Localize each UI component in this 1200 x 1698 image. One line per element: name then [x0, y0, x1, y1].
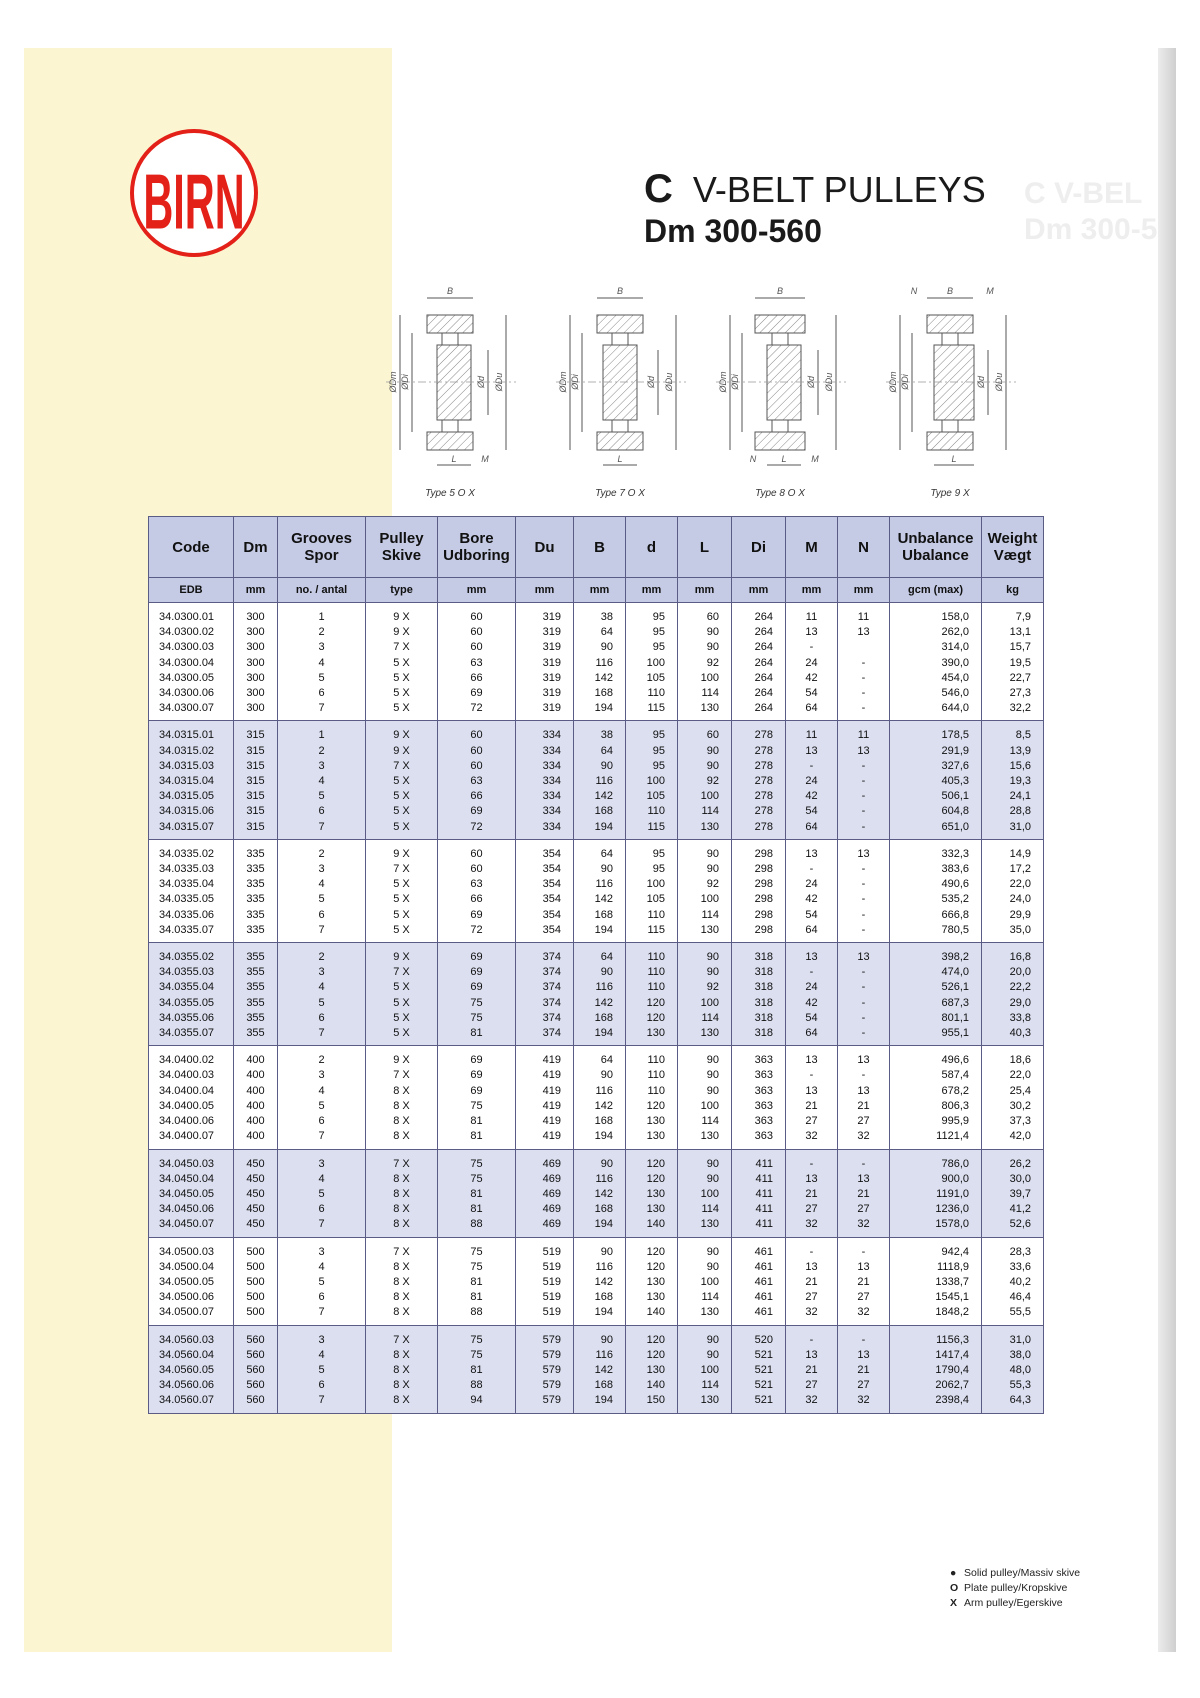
- table-cell: 332,3 383,6 490,6 535,2 666,8 780,5: [890, 839, 982, 942]
- page-title: [644, 168, 986, 251]
- table-cell: 60 60 63 66 69 72: [438, 839, 516, 942]
- table-cell: 28,3 33,6 40,2 46,4 55,5: [982, 1237, 1044, 1325]
- svg-text:Ød: Ød: [646, 375, 656, 389]
- table-cell: 354 354 354 354 354 354: [516, 839, 574, 942]
- table-cell: 9 X 7 X 8 X 8 X 8 X 8 X: [366, 1046, 438, 1149]
- svg-text:M: M: [811, 454, 819, 464]
- table-cell: 3 4 5 6 7: [278, 1237, 366, 1325]
- svg-text:B: B: [776, 286, 784, 296]
- unit-cell: mm: [234, 578, 278, 603]
- table-cell: 75 75 81 88 94: [438, 1325, 516, 1413]
- svg-text:ØDi: ØDi: [400, 374, 410, 390]
- column-header: Pulley Skive: [366, 517, 438, 578]
- birn-logo: [128, 127, 260, 259]
- table-cell: 34.0500.03 34.0500.04 34.0500.05 34.0500.06 34.0500.07: [149, 1237, 234, 1325]
- column-header: L: [678, 517, 732, 578]
- table-cell: 60 60 60 63 66 69 72: [438, 721, 516, 839]
- table-cell: 334 334 334 334 334 334 334: [516, 721, 574, 839]
- svg-text:Ød: Ød: [806, 375, 816, 389]
- svg-text:ØDi: ØDi: [570, 374, 580, 390]
- diagram-caption: Type 5 O X: [425, 488, 475, 499]
- table-row-group: [149, 603, 1044, 721]
- table-cell: 7 X 8 X 8 X 8 X 8 X: [366, 1149, 438, 1237]
- table-cell: 298 298 298 298 298 298: [732, 839, 786, 942]
- table-cell: 75 75 81 81 88: [438, 1149, 516, 1237]
- unit-cell: mm: [838, 578, 890, 603]
- table-cell: 34.0400.02 34.0400.03 34.0400.04 34.0400.05 34.0400.06 34.0400.07: [149, 1046, 234, 1149]
- svg-text:N: N: [749, 454, 757, 464]
- table-cell: 335 335 335 335 335 335: [234, 839, 278, 942]
- svg-text:ØDm: ØDm: [558, 371, 568, 393]
- pulley-spec-table: [148, 516, 1044, 1414]
- table-cell: 11 13 - 24 42 54 64: [786, 603, 838, 721]
- svg-text:ØDm: ØDm: [718, 371, 728, 393]
- table-cell: 411 411 411 411 411: [732, 1149, 786, 1237]
- table-row-group: [149, 721, 1044, 839]
- table-cell: 315 315 315 315 315 315 315: [234, 721, 278, 839]
- svg-text:L: L: [451, 454, 457, 464]
- svg-text:ØDu: ØDu: [824, 372, 834, 392]
- svg-text:N: N: [910, 286, 918, 296]
- table-cell: 90 90 100 114 130: [678, 1325, 732, 1413]
- table-cell: 16,8 20,0 22,2 29,0 33,8 40,3: [982, 943, 1044, 1046]
- diagram-caption: Type 9 X: [930, 488, 970, 499]
- table-cell: 1 2 3 4 5 6 7: [278, 721, 366, 839]
- bleed-through-text: C V-BEL Dm 300-5: [1024, 177, 1158, 246]
- legend-item: ● Solid pulley/Massiv skive: [950, 1567, 1081, 1579]
- table-row-group: [149, 1237, 1044, 1325]
- table-cell: 786,0 900,0 1191,0 1236,0 1578,0: [890, 1149, 982, 1237]
- table-cell: 120 120 130 140 150: [626, 1325, 678, 1413]
- product-name: V-BELT PULLEYS: [692, 169, 986, 210]
- table-cell: 461 461 461 461 461: [732, 1237, 786, 1325]
- svg-text:B: B: [616, 286, 624, 296]
- table-cell: 95 95 95 100 105 110 115: [626, 603, 678, 721]
- table-cell: - 13 21 27 32: [786, 1149, 838, 1237]
- svg-text:ØDm: ØDm: [888, 371, 898, 393]
- table-cell: 9 X 9 X 7 X 5 X 5 X 5 X 5 X: [366, 603, 438, 721]
- column-header: Du: [516, 517, 574, 578]
- table-cell: 942,4 1118,9 1338,7 1545,1 1848,2: [890, 1237, 982, 1325]
- column-header: N: [838, 517, 890, 578]
- svg-text:ØDu: ØDu: [494, 372, 504, 392]
- unit-cell: mm: [732, 578, 786, 603]
- table-cell: - 13 21 27 32: [838, 1237, 890, 1325]
- table-cell: 60 60 60 63 66 69 72: [438, 603, 516, 721]
- table-header-row: [149, 517, 1044, 578]
- table-cell: 69 69 69 75 75 81: [438, 943, 516, 1046]
- table-cell: 110 110 110 120 130 130: [626, 1046, 678, 1149]
- svg-text:ØDi: ØDi: [900, 374, 910, 390]
- table-cell: 2 3 4 5 6 7: [278, 1046, 366, 1149]
- table-cell: 400 400 400 400 400 400: [234, 1046, 278, 1149]
- unit-cell: mm: [786, 578, 838, 603]
- table-cell: 355 355 355 355 355 355: [234, 943, 278, 1046]
- svg-text:Ød: Ød: [976, 375, 986, 389]
- table-cell: 496,6 587,4 678,2 806,3 995,9 1121,4: [890, 1046, 982, 1149]
- diagram-caption: Type 7 O X: [595, 488, 645, 499]
- svg-text:ØDm: ØDm: [388, 371, 398, 393]
- svg-text:L: L: [951, 454, 957, 464]
- diagram-caption: Type 8 O X: [755, 488, 805, 499]
- column-header: M: [786, 517, 838, 578]
- table-cell: 90 90 100 114 130: [678, 1149, 732, 1237]
- table-cell: 3 4 5 6 7: [278, 1149, 366, 1237]
- units-row: [149, 578, 1044, 603]
- table-cell: 450 450 450 450 450: [234, 1149, 278, 1237]
- table-cell: 11 13 - 24 42 54 64: [786, 721, 838, 839]
- column-header: B: [574, 517, 626, 578]
- table-cell: 2 3 4 5 6 7: [278, 839, 366, 942]
- unit-cell: no. / antal: [278, 578, 366, 603]
- table-cell: 398,2 474,0 526,1 687,3 801,1 955,1: [890, 943, 982, 1046]
- svg-text:Ød: Ød: [476, 375, 486, 389]
- table-cell: 469 469 469 469 469: [516, 1149, 574, 1237]
- table-cell: 38 64 90 116 142 168 194: [574, 603, 626, 721]
- unit-cell: mm: [516, 578, 574, 603]
- table-cell: 90 90 92 100 114 130: [678, 943, 732, 1046]
- table-row-group: [149, 839, 1044, 942]
- table-cell: 3 4 5 6 7: [278, 1325, 366, 1413]
- page-edge-shadow: [1158, 48, 1176, 1652]
- table-cell: 7,9 13,1 15,7 19,5 22,7 27,3 32,2: [982, 603, 1044, 721]
- pulley-type-legend: [950, 1566, 1080, 1611]
- table-cell: 319 319 319 319 319 319 319: [516, 603, 574, 721]
- unit-cell: mm: [626, 578, 678, 603]
- unit-cell: mm: [678, 578, 732, 603]
- table-cell: 34.0450.03 34.0450.04 34.0450.05 34.0450.06 34.0450.07: [149, 1149, 234, 1237]
- legend-item: O Plate pulley/Kropskive: [950, 1582, 1068, 1594]
- table-cell: 90 116 142 168 194: [574, 1325, 626, 1413]
- column-header: Unbalance Ubalance: [890, 517, 982, 578]
- table-row-group: [149, 1325, 1044, 1413]
- table-cell: 90 116 142 168 194: [574, 1237, 626, 1325]
- pulley-diagram: [886, 286, 1016, 499]
- legend-item: X Arm pulley/Egerskive: [950, 1597, 1063, 1609]
- table-cell: 110 110 110 120 120 130: [626, 943, 678, 1046]
- table-cell: 95 95 95 100 105 110 115: [626, 721, 678, 839]
- table-cell: 13 - - - - -: [838, 839, 890, 942]
- table-cell: 2 3 4 5 6 7: [278, 943, 366, 1046]
- table-cell: 13 - 24 42 54 64: [786, 839, 838, 942]
- svg-text:BIRN: BIRN: [143, 160, 245, 247]
- table-cell: 7 X 8 X 8 X 8 X 8 X: [366, 1325, 438, 1413]
- unit-cell: type: [366, 578, 438, 603]
- svg-text:L: L: [781, 454, 787, 464]
- table-cell: 264 264 264 264 264 264 264: [732, 603, 786, 721]
- table-cell: 34.0300.01 34.0300.02 34.0300.03 34.0300.04 34.0300.05 34.0300.06 34.0300.07: [149, 603, 234, 721]
- svg-text:B: B: [446, 286, 454, 296]
- table-cell: 26,2 30,0 39,7 41,2 52,6: [982, 1149, 1044, 1237]
- table-cell: 90 116 142 168 194: [574, 1149, 626, 1237]
- table-cell: 178,5 291,9 327,6 405,3 506,1 604,8 651,0: [890, 721, 982, 839]
- table-row-group: [149, 1046, 1044, 1149]
- table-cell: 60 90 90 92 100 114 130: [678, 603, 732, 721]
- table-cell: 69 69 69 75 81 81: [438, 1046, 516, 1149]
- table-cell: 13 - 13 21 27 32: [838, 1046, 890, 1149]
- table-cell: 1 2 3 4 5 6 7: [278, 603, 366, 721]
- table-cell: - 13 21 27 32: [838, 1325, 890, 1413]
- table-cell: 7 X 8 X 8 X 8 X 8 X: [366, 1237, 438, 1325]
- table-cell: 60 90 90 92 100 114 130: [678, 721, 732, 839]
- table-cell: 11 13 - - - - -: [838, 721, 890, 839]
- table-cell: 13 - - - - -: [838, 943, 890, 1046]
- pulley-diagram: [716, 286, 846, 499]
- table-cell: 34.0560.03 34.0560.04 34.0560.05 34.0560.06 34.0560.07: [149, 1325, 234, 1413]
- column-header: Bore Udboring: [438, 517, 516, 578]
- pulley-diagram: [556, 286, 686, 499]
- column-header: Code: [149, 517, 234, 578]
- table-cell: 31,0 38,0 48,0 55,3 64,3: [982, 1325, 1044, 1413]
- table-cell: 34.0315.01 34.0315.02 34.0315.03 34.0315.04 34.0315.05 34.0315.06 34.0315.07: [149, 721, 234, 839]
- table-cell: 75 75 81 81 88: [438, 1237, 516, 1325]
- svg-text:L: L: [617, 454, 623, 464]
- svg-text:ØDu: ØDu: [664, 372, 674, 392]
- table-cell: 90 90 100 114 130: [678, 1237, 732, 1325]
- table-cell: - 13 21 27 32: [786, 1325, 838, 1413]
- unit-cell: mm: [438, 578, 516, 603]
- table-cell: 520 521 521 521 521: [732, 1325, 786, 1413]
- table-cell: 300 300 300 300 300 300 300: [234, 603, 278, 721]
- table-cell: 11 13 - - - -: [838, 603, 890, 721]
- table-cell: 318 318 318 318 318 318: [732, 943, 786, 1046]
- table-cell: 90 90 92 100 114 130: [678, 839, 732, 942]
- table-cell: 64 90 116 142 168 194: [574, 1046, 626, 1149]
- unit-cell: kg: [982, 578, 1044, 603]
- table-cell: 90 90 90 100 114 130: [678, 1046, 732, 1149]
- table-cell: 120 120 130 130 140: [626, 1149, 678, 1237]
- table-cell: 374 374 374 374 374 374: [516, 943, 574, 1046]
- table-cell: - 13 21 27 32: [786, 1237, 838, 1325]
- table-cell: 1156,3 1417,4 1790,4 2062,7 2398,4: [890, 1325, 982, 1413]
- table-cell: 278 278 278 278 278 278 278: [732, 721, 786, 839]
- table-row-group: [149, 1149, 1044, 1237]
- table-cell: 158,0 262,0 314,0 390,0 454,0 546,0 644,0: [890, 603, 982, 721]
- table-cell: 13 - 24 42 54 64: [786, 943, 838, 1046]
- unit-cell: gcm (max): [890, 578, 982, 603]
- table-cell: 363 363 363 363 363 363: [732, 1046, 786, 1149]
- table-cell: 34.0335.02 34.0335.03 34.0335.04 34.0335.05 34.0335.06 34.0335.07: [149, 839, 234, 942]
- section-letter: C: [644, 167, 673, 211]
- table-cell: 14,9 17,2 22,0 24,0 29,9 35,0: [982, 839, 1044, 942]
- table-cell: 95 95 100 105 110 115: [626, 839, 678, 942]
- table-cell: 64 90 116 142 168 194: [574, 943, 626, 1046]
- table-cell: 8,5 13,9 15,6 19,3 24,1 28,8 31,0: [982, 721, 1044, 839]
- table-cell: 419 419 419 419 419 419: [516, 1046, 574, 1149]
- svg-text:ØDu: ØDu: [994, 372, 1004, 392]
- unit-cell: EDB: [149, 578, 234, 603]
- table-cell: 579 579 579 579 579: [516, 1325, 574, 1413]
- table-cell: 9 X 7 X 5 X 5 X 5 X 5 X: [366, 839, 438, 942]
- column-header: Weight Vægt: [982, 517, 1044, 578]
- svg-text:ØDi: ØDi: [730, 374, 740, 390]
- table-cell: 38 64 90 116 142 168 194: [574, 721, 626, 839]
- table-cell: 120 120 130 130 140: [626, 1237, 678, 1325]
- pulley-type-diagrams: [350, 250, 1110, 550]
- column-header: Dm: [234, 517, 278, 578]
- column-header: d: [626, 517, 678, 578]
- table-cell: 519 519 519 519 519: [516, 1237, 574, 1325]
- table-cell: 13 - 13 21 27 32: [786, 1046, 838, 1149]
- svg-text:M: M: [986, 286, 994, 296]
- table-cell: 64 90 116 142 168 194: [574, 839, 626, 942]
- svg-text:M: M: [481, 454, 489, 464]
- pulley-diagram: [386, 286, 516, 499]
- table-cell: 500 500 500 500 500: [234, 1237, 278, 1325]
- table-cell: 18,6 22,0 25,4 30,2 37,3 42,0: [982, 1046, 1044, 1149]
- table-cell: 34.0355.02 34.0355.03 34.0355.04 34.0355.05 34.0355.06 34.0355.07: [149, 943, 234, 1046]
- table-cell: 560 560 560 560 560: [234, 1325, 278, 1413]
- table-cell: 9 X 7 X 5 X 5 X 5 X 5 X: [366, 943, 438, 1046]
- column-header: Grooves Spor: [278, 517, 366, 578]
- table-cell: 9 X 9 X 7 X 5 X 5 X 5 X 5 X: [366, 721, 438, 839]
- table-cell: - 13 21 27 32: [838, 1149, 890, 1237]
- svg-text:B: B: [946, 286, 954, 296]
- unit-cell: mm: [574, 578, 626, 603]
- table-row-group: [149, 943, 1044, 1046]
- column-header: Di: [732, 517, 786, 578]
- diameter-range: Dm 300-560: [644, 213, 822, 249]
